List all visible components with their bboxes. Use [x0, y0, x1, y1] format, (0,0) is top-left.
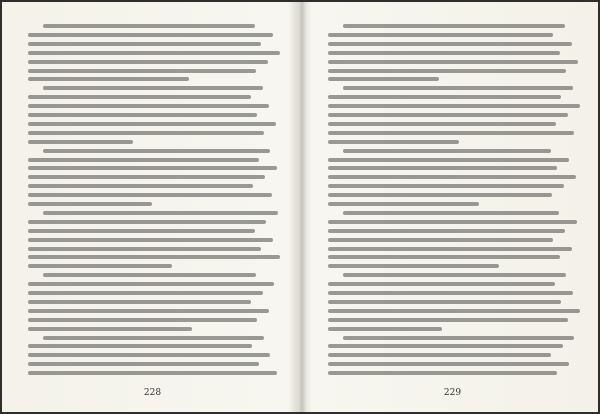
text-line-placeholder	[28, 95, 251, 99]
text-line-placeholder	[28, 60, 268, 64]
text-line-placeholder	[28, 291, 263, 295]
text-line-placeholder	[328, 95, 561, 99]
text-line-placeholder	[328, 300, 561, 304]
text-line-placeholder	[328, 60, 578, 64]
text-line-placeholder	[328, 184, 564, 188]
text-line-placeholder	[28, 229, 255, 233]
text-line-placeholder	[43, 24, 254, 28]
right-page-number: 229	[443, 388, 462, 398]
text-line-placeholder	[328, 33, 553, 37]
text-line-placeholder	[328, 291, 573, 295]
text-line-placeholder	[28, 264, 172, 268]
text-line-placeholder	[328, 247, 572, 251]
left-page	[10, 14, 295, 402]
text-line-placeholder	[328, 104, 580, 108]
text-line-placeholder	[343, 24, 565, 28]
text-line-placeholder	[28, 247, 261, 251]
text-line-placeholder	[328, 77, 439, 81]
text-line-placeholder	[28, 300, 251, 304]
text-line-placeholder	[328, 113, 568, 117]
text-line-placeholder	[28, 353, 270, 357]
text-line-placeholder	[28, 113, 257, 117]
text-line-placeholder	[28, 140, 133, 144]
text-line-placeholder	[328, 42, 572, 46]
text-line-placeholder	[43, 86, 262, 90]
text-line-placeholder	[43, 273, 256, 277]
book-gutter	[298, 2, 306, 412]
text-line-placeholder	[28, 33, 273, 37]
text-line-placeholder	[328, 202, 479, 206]
right-page-text-lines	[328, 24, 581, 380]
text-line-placeholder	[28, 282, 274, 286]
text-line-placeholder	[28, 238, 273, 242]
text-line-placeholder	[28, 327, 192, 331]
text-line-placeholder	[328, 166, 557, 170]
text-line-placeholder	[28, 318, 257, 322]
text-line-placeholder	[328, 158, 569, 162]
text-line-placeholder	[28, 158, 259, 162]
text-line-placeholder	[43, 211, 278, 215]
text-line-placeholder	[328, 255, 560, 259]
text-line-placeholder	[28, 309, 269, 313]
text-line-placeholder	[328, 131, 574, 135]
text-line-placeholder	[343, 336, 574, 340]
text-line-placeholder	[28, 42, 261, 46]
text-line-placeholder	[28, 344, 252, 348]
text-line-placeholder	[28, 122, 276, 126]
text-line-placeholder	[343, 273, 566, 277]
text-line-placeholder	[328, 229, 565, 233]
text-line-placeholder	[28, 193, 272, 197]
text-line-placeholder	[328, 327, 442, 331]
right-page	[310, 14, 595, 402]
text-line-placeholder	[43, 336, 264, 340]
text-line-placeholder	[28, 69, 256, 73]
text-line-placeholder	[328, 175, 576, 179]
text-line-placeholder	[28, 220, 266, 224]
text-line-placeholder	[328, 371, 557, 375]
text-line-placeholder	[28, 362, 259, 366]
left-page-number: 228	[143, 388, 162, 398]
text-line-placeholder	[28, 51, 280, 55]
text-line-placeholder	[328, 220, 577, 224]
text-line-placeholder	[343, 86, 573, 90]
text-line-placeholder	[28, 184, 253, 188]
text-line-placeholder	[328, 264, 499, 268]
text-line-placeholder	[328, 69, 566, 73]
text-line-placeholder	[28, 166, 277, 170]
text-line-placeholder	[28, 131, 264, 135]
text-line-placeholder	[343, 149, 550, 153]
text-line-placeholder	[328, 51, 560, 55]
text-line-placeholder	[28, 255, 280, 259]
text-line-placeholder	[328, 122, 556, 126]
text-line-placeholder	[328, 238, 553, 242]
text-line-placeholder	[343, 211, 558, 215]
text-line-placeholder	[28, 202, 152, 206]
text-line-placeholder	[28, 77, 189, 81]
text-line-placeholder	[43, 149, 270, 153]
text-line-placeholder	[28, 104, 269, 108]
text-line-placeholder	[28, 175, 265, 179]
text-line-placeholder	[328, 282, 555, 286]
text-line-placeholder	[328, 362, 569, 366]
left-page-text-lines	[28, 24, 281, 380]
text-line-placeholder	[328, 344, 563, 348]
text-line-placeholder	[328, 140, 459, 144]
text-line-placeholder	[328, 193, 552, 197]
text-line-placeholder	[328, 353, 551, 357]
text-line-placeholder	[28, 371, 277, 375]
text-line-placeholder	[328, 309, 580, 313]
text-line-placeholder	[328, 318, 568, 322]
